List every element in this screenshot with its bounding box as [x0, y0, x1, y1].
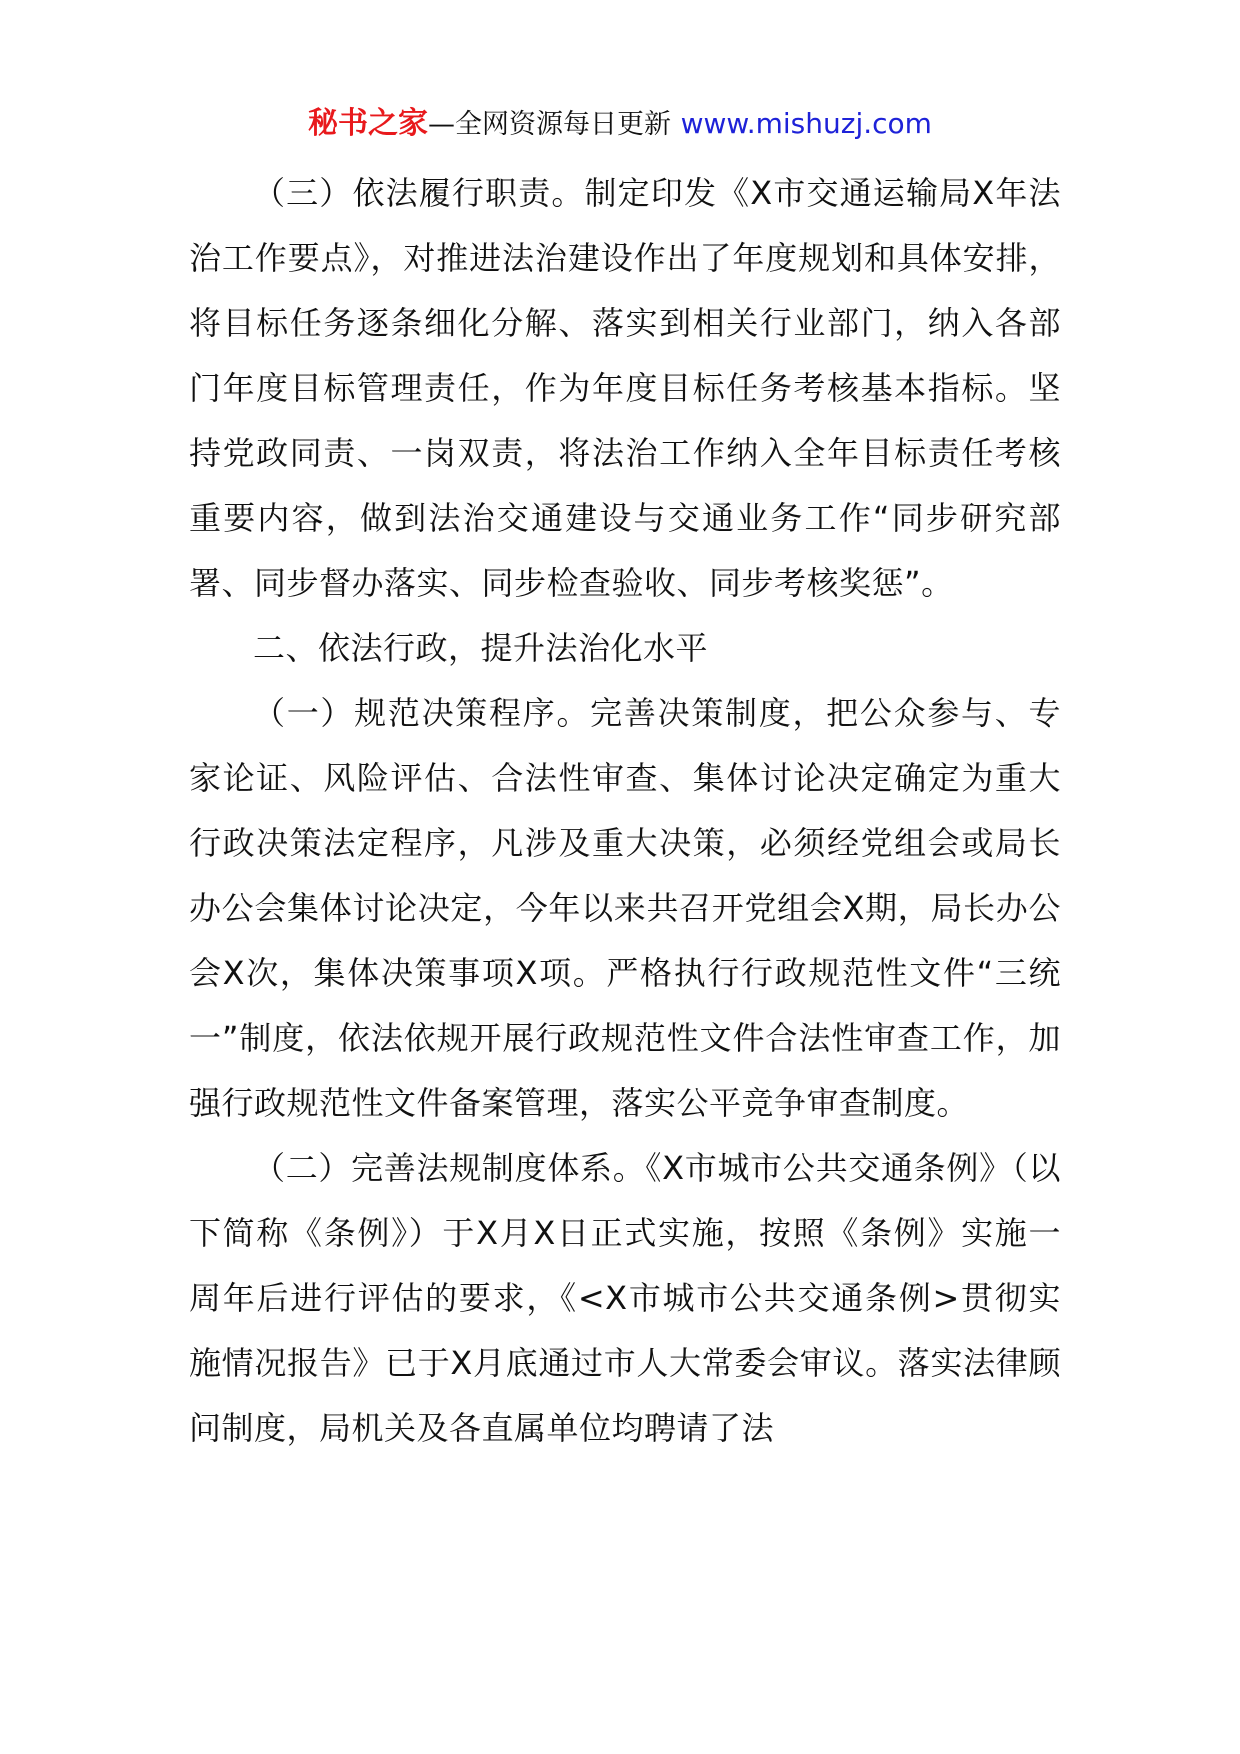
site-watermark-header: [0, 100, 1240, 149]
document-body: [189, 161, 1061, 1461]
site-url: www.mishuzj.com: [680, 107, 932, 140]
paragraph-decision-procedure: （一）规范决策程序。完善决策制度，把公众参与、专家论证、风险评估、合法性审查、集体讨论决定确定为重大行政决策法定程序，凡涉及重大决策，必须经党组会或局长办公会集体讨论决定，今年以来共召开党组会X期，局长办公会X次，集体决策事项X项。严格执行行政规范性文件“三统一”制度，依法依规开展行政规范性文件合法性审查工作，加强行政规范性文件备案管理，落实公平竞争审查制度。: [189, 694, 1061, 1122]
paragraph-duties: （三）依法履行职责。制定印发《X市交通运输局X年法治工作要点》，对推进法治建设作出了年度规划和具体安排，将目标任务逐条细化分解、落实到相关行业部门，纳入各部门年度目标管理责任，作为年度目标任务考核基本指标。坚持党政同责、一岗双责，将法治工作纳入全年目标责任考核重要内容，做到法治交通建设与交通业务工作“同步研究部署、同步督办落实、同步检查验收、同步考核奖惩”。: [189, 174, 1061, 602]
site-slogan: —全网资源每日更新: [428, 109, 672, 140]
site-brand-name: 秘书之家: [308, 106, 429, 141]
paragraph-regulation-system: （二）完善法规制度体系。《X市城市公共交通条例》（以下简称《条例》）于X月X日正式实施，按照《条例》实施一周年后进行评估的要求，《<X市城市公共交通条例>贯彻实施情况报告》已于X月底通过市人大常委会审议。落实法律顾问制度，局机关及各直属单位均聘请了法: [189, 1149, 1061, 1447]
section-heading-administration: 二、依法行政，提升法治化水平: [253, 629, 709, 667]
